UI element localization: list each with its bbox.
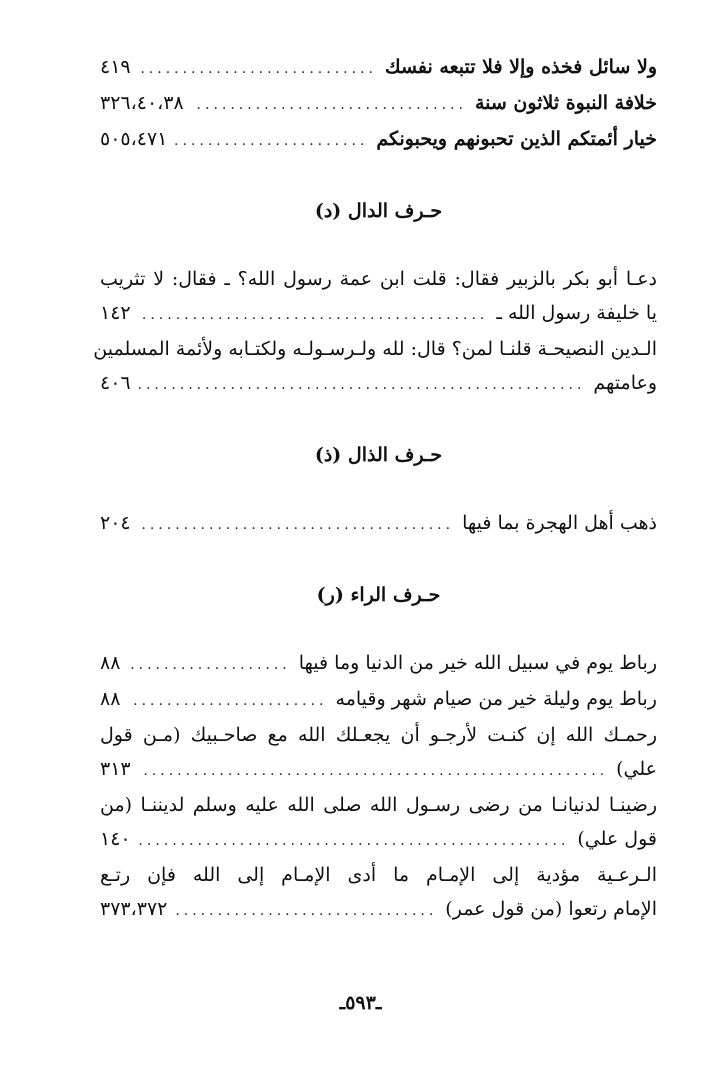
entry-line <box>100 262 657 296</box>
entry-line <box>100 366 657 402</box>
dot-leader <box>139 298 489 332</box>
dot-leader <box>139 368 586 402</box>
page-ref: ٤١٩ <box>100 56 131 78</box>
page-ref: ١٤٠ <box>100 828 131 850</box>
index-entry <box>100 682 657 718</box>
dot-leader <box>139 824 570 858</box>
entry-text: رحمـك الله إن كنـت لأرجـو أن يجعـلك الله مع صاحـبيك (مـن قول <box>100 724 657 746</box>
index-entry <box>93 332 657 402</box>
entry-text: دعـا أبو بكر بالزبير فقال: قلت ابن عمة رسول الله؟ ـ فقال: لا تثريب <box>100 268 657 290</box>
index-entry <box>100 122 657 158</box>
entry-line <box>100 122 657 158</box>
section-heading-ra: حـرف الراء (ر) <box>316 584 441 606</box>
entry-text: ذهب أهل الهجرة بما فيها <box>462 512 657 534</box>
page-ref: ٣٢٦،٤٠،٣٨ <box>100 92 184 114</box>
dot-leader <box>128 684 327 718</box>
index-entry <box>100 718 657 788</box>
entry-line <box>100 50 657 86</box>
index-entry <box>100 646 657 682</box>
page-ref: ٣٧٣،٣٧٢ <box>100 898 168 920</box>
entry-text: يا خليفة رسول الله ـ <box>496 302 657 324</box>
dot-leader <box>175 894 437 928</box>
entry-line <box>100 822 657 858</box>
index-entry <box>100 788 657 858</box>
page-ref: ٨٨ <box>100 652 121 674</box>
index-entry <box>100 858 657 928</box>
page-number: ـ٥٩٣ـ <box>339 992 382 1014</box>
entry-line <box>100 752 657 788</box>
entry-line <box>100 718 657 752</box>
section-heading-dal: حـرف الدال (د) <box>314 200 443 222</box>
index-entry <box>100 262 657 332</box>
page-ref: ٥٠٥،٤٧١ <box>100 128 168 150</box>
page-ref: ٤٠٦ <box>100 372 131 394</box>
entry-text: الـدين النصيحـة قلنـا لمن؟ قال: لله ولـرسـولـه ولكتـابه ولأئمة المسلمين <box>93 338 657 360</box>
dot-leader <box>139 508 454 542</box>
page-ref: ٣١٣ <box>100 758 131 780</box>
entry-text: ولا سائل فخذه وإلا فلا تتبعه نفسك <box>384 56 657 78</box>
entry-text: رضينـا لدنيانـا من رضى رسـول الله صلى الله عليه وسلم لديننـا (من <box>100 794 657 816</box>
entry-line <box>100 506 657 542</box>
entry-line <box>100 682 657 718</box>
index-entry <box>100 50 657 86</box>
page-ref: ٨٨ <box>100 688 121 710</box>
entry-line <box>93 332 657 366</box>
entry-line <box>100 892 657 928</box>
dot-leader <box>175 124 368 158</box>
entry-text: علي) <box>616 758 657 780</box>
index-entry <box>100 86 657 122</box>
entry-text: خلافة النبوة ثلاثون سنة <box>474 92 657 114</box>
entry-text: قول علي) <box>577 828 657 850</box>
entry-text: رباط يوم وليلة خير من صيام شهر وقيامه <box>335 688 657 710</box>
entry-line <box>100 858 657 892</box>
entry-text: رباط يوم في سبيل الله خير من الدنيا وما فيها <box>298 652 657 674</box>
page-ref: ٢٠٤ <box>100 512 131 534</box>
page-ref: ١٤٢ <box>100 302 131 324</box>
entry-text: خيار أئمتكم الذين تحبونهم ويحبونكم <box>376 128 657 150</box>
dot-leader <box>192 88 467 122</box>
dot-leader <box>139 754 608 788</box>
entry-text: الـرعـية مؤدية إلى الإمـام ما أدى الإمـام إلى الله فإن رتـع <box>100 864 657 886</box>
section-heading-dhal: حـرف الذال (ذ) <box>314 444 443 466</box>
entry-line <box>100 296 657 332</box>
index-entry <box>100 506 657 542</box>
dot-leader <box>128 648 290 682</box>
entry-text: الإمام رتعوا (من قول عمر) <box>445 898 657 920</box>
dot-leader <box>139 52 377 86</box>
entry-line <box>100 646 657 682</box>
entry-line <box>100 86 657 122</box>
entry-line <box>100 788 657 822</box>
entry-text: وعامتهم <box>593 372 657 394</box>
